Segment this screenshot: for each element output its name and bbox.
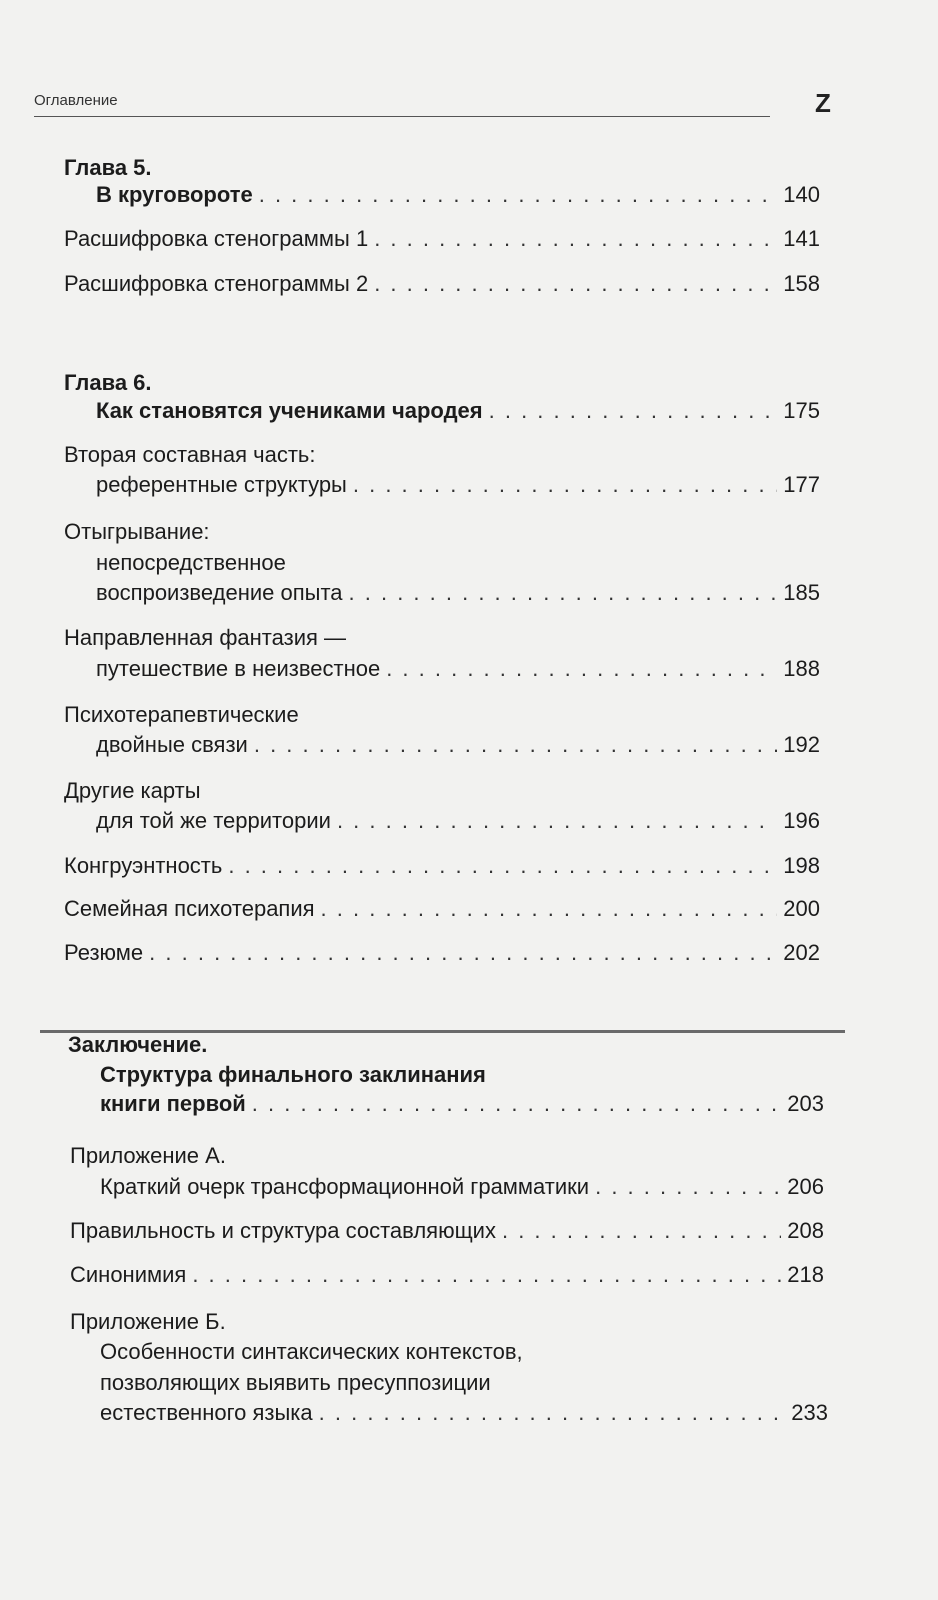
toc-entry bbox=[70, 1216, 824, 1246]
entry-line: непосредственное bbox=[96, 550, 286, 575]
entry-title: двойные связи bbox=[96, 732, 248, 757]
toc-entry bbox=[96, 470, 820, 500]
chapter-5-entry bbox=[96, 180, 820, 210]
entry-title: естественного языка bbox=[100, 1400, 313, 1425]
toc-entry bbox=[96, 654, 820, 684]
entry-page: 206 bbox=[787, 1174, 824, 1199]
entry-page: 185 bbox=[783, 580, 820, 605]
entry-title: Резюме bbox=[64, 940, 144, 965]
entry-page: 200 bbox=[783, 896, 820, 921]
appendix-a-label: Приложение А. bbox=[70, 1143, 226, 1168]
toc-entry bbox=[96, 730, 820, 760]
entry-page: 198 bbox=[783, 853, 820, 878]
conclusion-label: Заключение. bbox=[68, 1032, 208, 1057]
entry-line: позволяющих выявить пресуппозиции bbox=[100, 1370, 491, 1395]
dot-leader bbox=[149, 938, 777, 968]
toc-entry bbox=[64, 894, 820, 924]
toc-entry bbox=[64, 851, 820, 881]
entry-title: для той же территории bbox=[96, 808, 331, 833]
entry-title: Краткий очерк трансформационной грамматики bbox=[100, 1174, 590, 1199]
entry-title: Конгруэнтность bbox=[64, 853, 223, 878]
dot-leader bbox=[386, 654, 777, 684]
entry-title: референтные структуры bbox=[96, 472, 347, 497]
entry-line: Особенности синтаксических контекстов, bbox=[100, 1339, 523, 1364]
dot-leader bbox=[252, 1089, 781, 1119]
conclusion-title-line: Структура финального заклинания bbox=[100, 1062, 486, 1087]
entry-title: путешествие в неизвестное bbox=[96, 656, 381, 681]
entry-title: Семейная психотерапия bbox=[64, 896, 315, 921]
dot-leader bbox=[254, 730, 777, 760]
dot-leader bbox=[192, 1260, 781, 1290]
entry-title: Расшифровка стенограммы 1 bbox=[64, 226, 369, 251]
page-mark: Z bbox=[815, 88, 831, 118]
header-rule bbox=[34, 116, 770, 117]
entry-line: Вторая составная часть: bbox=[64, 442, 316, 467]
dot-leader bbox=[259, 180, 778, 210]
toc-entry bbox=[96, 806, 820, 836]
entry-page: 208 bbox=[787, 1218, 824, 1243]
chapter-6-label: Глава 6. bbox=[64, 370, 152, 395]
toc-entry bbox=[64, 224, 820, 254]
toc-entry bbox=[64, 269, 820, 299]
entry-page: 192 bbox=[783, 732, 820, 757]
dot-leader bbox=[374, 224, 777, 254]
dot-leader bbox=[321, 894, 778, 924]
entry-title: Расшифровка стенограммы 2 bbox=[64, 271, 369, 296]
entry-line: Направленная фантазия — bbox=[64, 625, 347, 650]
chapter-6-page: 175 bbox=[783, 398, 820, 423]
conclusion-entry bbox=[100, 1089, 824, 1119]
chapter-5-page: 140 bbox=[783, 182, 820, 207]
entry-title: Синонимия bbox=[70, 1262, 187, 1287]
dot-leader bbox=[502, 1216, 781, 1246]
chapter-6-title: Как становятся учениками чародея bbox=[96, 398, 483, 423]
dot-leader bbox=[228, 851, 777, 881]
entry-page: 233 bbox=[791, 1400, 828, 1425]
entry-line: Отыгрывание: bbox=[64, 519, 210, 544]
entry-page: 141 bbox=[783, 226, 820, 251]
toc-entry bbox=[100, 1172, 824, 1202]
appendix-b-label: Приложение Б. bbox=[70, 1309, 226, 1334]
entry-page: 202 bbox=[783, 940, 820, 965]
entry-page: 188 bbox=[783, 656, 820, 681]
entry-title: книги первой bbox=[100, 1091, 246, 1116]
entry-page: 177 bbox=[783, 472, 820, 497]
entry-page: 196 bbox=[783, 808, 820, 833]
dot-leader bbox=[374, 269, 777, 299]
toc-entry bbox=[64, 938, 820, 968]
entry-page: 218 bbox=[787, 1262, 824, 1287]
toc-entry bbox=[96, 578, 820, 608]
entry-page: 203 bbox=[787, 1091, 824, 1116]
dot-leader bbox=[319, 1398, 786, 1428]
dot-leader bbox=[349, 578, 778, 608]
running-title: Оглавление bbox=[34, 92, 118, 109]
dot-leader bbox=[489, 396, 778, 426]
dot-leader bbox=[595, 1172, 781, 1202]
dot-leader bbox=[353, 470, 777, 500]
entry-title: Правильность и структура составляющих bbox=[70, 1218, 496, 1243]
entry-line: Психотерапевтические bbox=[64, 702, 299, 727]
dot-leader bbox=[337, 806, 777, 836]
entry-title: воспроизведение опыта bbox=[96, 580, 343, 605]
toc-entry bbox=[70, 1260, 824, 1290]
toc-entry bbox=[100, 1398, 828, 1428]
entry-line: Другие карты bbox=[64, 778, 201, 803]
entry-page: 158 bbox=[783, 271, 820, 296]
chapter-5-title: В круговороте bbox=[96, 182, 253, 207]
chapter-6-entry bbox=[96, 396, 820, 426]
chapter-5-label: Глава 5. bbox=[64, 155, 152, 180]
